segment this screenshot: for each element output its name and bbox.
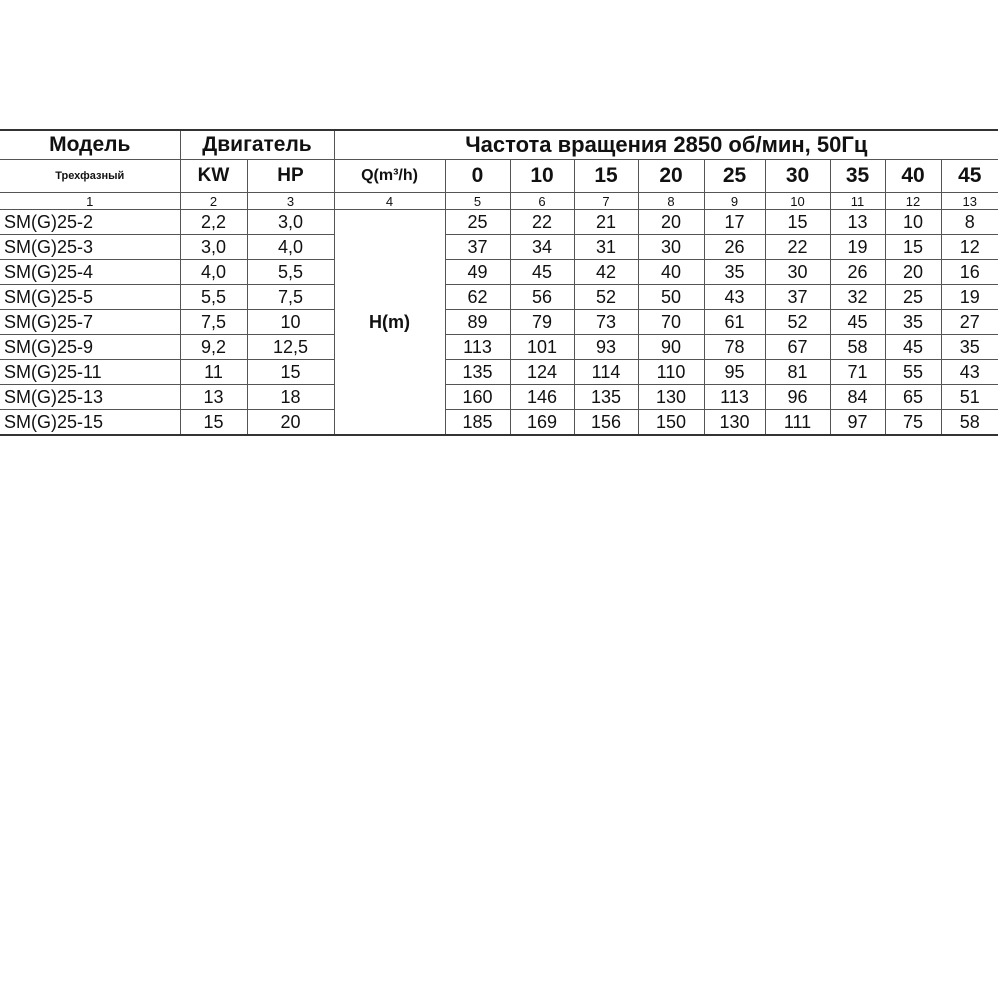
table-body xyxy=(0,130,998,435)
head-value-cell: 113 xyxy=(704,385,765,410)
head-value-cell: 160 xyxy=(445,385,510,410)
column-number: 3 xyxy=(247,193,334,210)
column-number: 7 xyxy=(574,193,638,210)
head-value-cell: 26 xyxy=(704,235,765,260)
head-value-cell: 35 xyxy=(941,335,998,360)
flow-value: 40 xyxy=(885,160,941,193)
column-number: 13 xyxy=(941,193,998,210)
column-number: 4 xyxy=(334,193,445,210)
head-value-cell: 25 xyxy=(445,210,510,235)
table-row xyxy=(0,260,998,285)
head-value-cell: 49 xyxy=(445,260,510,285)
head-value-cell: 22 xyxy=(765,235,830,260)
flow-value: 15 xyxy=(574,160,638,193)
kw-cell: 2,2 xyxy=(180,210,247,235)
head-value-cell: 12 xyxy=(941,235,998,260)
column-number: 2 xyxy=(180,193,247,210)
head-value-cell: 156 xyxy=(574,410,638,436)
column-number: 8 xyxy=(638,193,704,210)
table-row xyxy=(0,360,998,385)
head-value-cell: 35 xyxy=(885,310,941,335)
flow-value: 25 xyxy=(704,160,765,193)
hp-cell: 3,0 xyxy=(247,210,334,235)
head-value-cell: 95 xyxy=(704,360,765,385)
head-value-cell: 20 xyxy=(885,260,941,285)
head-value-cell: 150 xyxy=(638,410,704,436)
kw-header: KW xyxy=(180,160,247,193)
column-number: 12 xyxy=(885,193,941,210)
head-value-cell: 135 xyxy=(574,385,638,410)
flow-value: 10 xyxy=(510,160,574,193)
model-cell: SM(G)25-9 xyxy=(0,335,180,360)
head-value-cell: 43 xyxy=(941,360,998,385)
head-value-cell: 35 xyxy=(704,260,765,285)
head-value-cell: 50 xyxy=(638,285,704,310)
kw-cell: 11 xyxy=(180,360,247,385)
kw-cell: 7,5 xyxy=(180,310,247,335)
kw-cell: 13 xyxy=(180,385,247,410)
head-value-cell: 20 xyxy=(638,210,704,235)
head-value-cell: 34 xyxy=(510,235,574,260)
head-value-cell: 30 xyxy=(765,260,830,285)
head-value-cell: 37 xyxy=(765,285,830,310)
head-value-cell: 13 xyxy=(830,210,885,235)
table-row xyxy=(0,410,998,436)
head-value-cell: 51 xyxy=(941,385,998,410)
head-value-cell: 45 xyxy=(885,335,941,360)
head-value-cell: 43 xyxy=(704,285,765,310)
column-number: 5 xyxy=(445,193,510,210)
head-value-cell: 130 xyxy=(704,410,765,436)
head-value-cell: 19 xyxy=(830,235,885,260)
kw-cell: 5,5 xyxy=(180,285,247,310)
head-value-cell: 16 xyxy=(941,260,998,285)
head-value-cell: 45 xyxy=(510,260,574,285)
head-value-cell: 65 xyxy=(885,385,941,410)
head-value-cell: 52 xyxy=(765,310,830,335)
table-row xyxy=(0,310,998,335)
flow-value: 45 xyxy=(941,160,998,193)
head-value-cell: 70 xyxy=(638,310,704,335)
table-row xyxy=(0,235,998,260)
hp-cell: 20 xyxy=(247,410,334,436)
flow-value: 35 xyxy=(830,160,885,193)
model-cell: SM(G)25-4 xyxy=(0,260,180,285)
table-row xyxy=(0,285,998,310)
hp-cell: 5,5 xyxy=(247,260,334,285)
head-value-cell: 169 xyxy=(510,410,574,436)
head-value-cell: 31 xyxy=(574,235,638,260)
head-value-cell: 110 xyxy=(638,360,704,385)
head-value-cell: 101 xyxy=(510,335,574,360)
head-value-cell: 78 xyxy=(704,335,765,360)
pump-spec-table xyxy=(0,129,998,436)
column-number-row xyxy=(0,193,998,210)
model-cell: SM(G)25-11 xyxy=(0,360,180,385)
engine-header: Двигатель xyxy=(180,130,334,160)
type-header: Трехфазный xyxy=(0,160,180,193)
head-value-cell: 90 xyxy=(638,335,704,360)
head-value-cell: 15 xyxy=(765,210,830,235)
head-value-cell: 81 xyxy=(765,360,830,385)
flow-value: 0 xyxy=(445,160,510,193)
model-cell: SM(G)25-2 xyxy=(0,210,180,235)
head-value-cell: 55 xyxy=(885,360,941,385)
header-row-1 xyxy=(0,130,998,160)
head-value-cell: 185 xyxy=(445,410,510,436)
head-value-cell: 58 xyxy=(941,410,998,436)
head-value-cell: 30 xyxy=(638,235,704,260)
kw-cell: 15 xyxy=(180,410,247,436)
head-label-cell: H(m) xyxy=(334,210,445,436)
head-value-cell: 67 xyxy=(765,335,830,360)
head-value-cell: 96 xyxy=(765,385,830,410)
hp-cell: 12,5 xyxy=(247,335,334,360)
head-value-cell: 97 xyxy=(830,410,885,436)
model-cell: SM(G)25-5 xyxy=(0,285,180,310)
table-row xyxy=(0,335,998,360)
head-value-cell: 73 xyxy=(574,310,638,335)
flow-value: 20 xyxy=(638,160,704,193)
head-value-cell: 17 xyxy=(704,210,765,235)
head-value-cell: 135 xyxy=(445,360,510,385)
hp-header: HP xyxy=(247,160,334,193)
head-value-cell: 45 xyxy=(830,310,885,335)
kw-cell: 9,2 xyxy=(180,335,247,360)
hp-cell: 18 xyxy=(247,385,334,410)
head-value-cell: 75 xyxy=(885,410,941,436)
pump-spec-table-container xyxy=(0,129,1000,436)
head-value-cell: 15 xyxy=(885,235,941,260)
head-value-cell: 111 xyxy=(765,410,830,436)
table-row xyxy=(0,385,998,410)
head-value-cell: 146 xyxy=(510,385,574,410)
head-value-cell: 37 xyxy=(445,235,510,260)
model-cell: SM(G)25-13 xyxy=(0,385,180,410)
head-value-cell: 113 xyxy=(445,335,510,360)
head-value-cell: 42 xyxy=(574,260,638,285)
column-number: 1 xyxy=(0,193,180,210)
head-value-cell: 89 xyxy=(445,310,510,335)
table-row xyxy=(0,210,998,235)
head-value-cell: 56 xyxy=(510,285,574,310)
hp-cell: 7,5 xyxy=(247,285,334,310)
head-value-cell: 58 xyxy=(830,335,885,360)
head-value-cell: 19 xyxy=(941,285,998,310)
head-value-cell: 8 xyxy=(941,210,998,235)
head-value-cell: 25 xyxy=(885,285,941,310)
head-value-cell: 21 xyxy=(574,210,638,235)
head-value-cell: 130 xyxy=(638,385,704,410)
column-number: 10 xyxy=(765,193,830,210)
column-number: 9 xyxy=(704,193,765,210)
head-value-cell: 61 xyxy=(704,310,765,335)
head-value-cell: 71 xyxy=(830,360,885,385)
head-value-cell: 22 xyxy=(510,210,574,235)
head-value-cell: 84 xyxy=(830,385,885,410)
head-value-cell: 40 xyxy=(638,260,704,285)
flow-label: Q(m³/h) xyxy=(334,160,445,193)
column-number: 11 xyxy=(830,193,885,210)
hp-cell: 4,0 xyxy=(247,235,334,260)
head-value-cell: 32 xyxy=(830,285,885,310)
hp-cell: 15 xyxy=(247,360,334,385)
model-header: Модель xyxy=(0,130,180,160)
model-cell: SM(G)25-3 xyxy=(0,235,180,260)
model-cell: SM(G)25-15 xyxy=(0,410,180,436)
flow-value: 30 xyxy=(765,160,830,193)
head-value-cell: 93 xyxy=(574,335,638,360)
speed-header: Частота вращения 2850 об/мин, 50Гц xyxy=(334,130,998,160)
head-value-cell: 79 xyxy=(510,310,574,335)
column-number: 6 xyxy=(510,193,574,210)
hp-cell: 10 xyxy=(247,310,334,335)
model-cell: SM(G)25-7 xyxy=(0,310,180,335)
head-value-cell: 114 xyxy=(574,360,638,385)
head-value-cell: 124 xyxy=(510,360,574,385)
head-value-cell: 26 xyxy=(830,260,885,285)
head-value-cell: 52 xyxy=(574,285,638,310)
head-value-cell: 27 xyxy=(941,310,998,335)
head-value-cell: 10 xyxy=(885,210,941,235)
kw-cell: 3,0 xyxy=(180,235,247,260)
head-value-cell: 62 xyxy=(445,285,510,310)
header-row-2 xyxy=(0,160,998,193)
kw-cell: 4,0 xyxy=(180,260,247,285)
